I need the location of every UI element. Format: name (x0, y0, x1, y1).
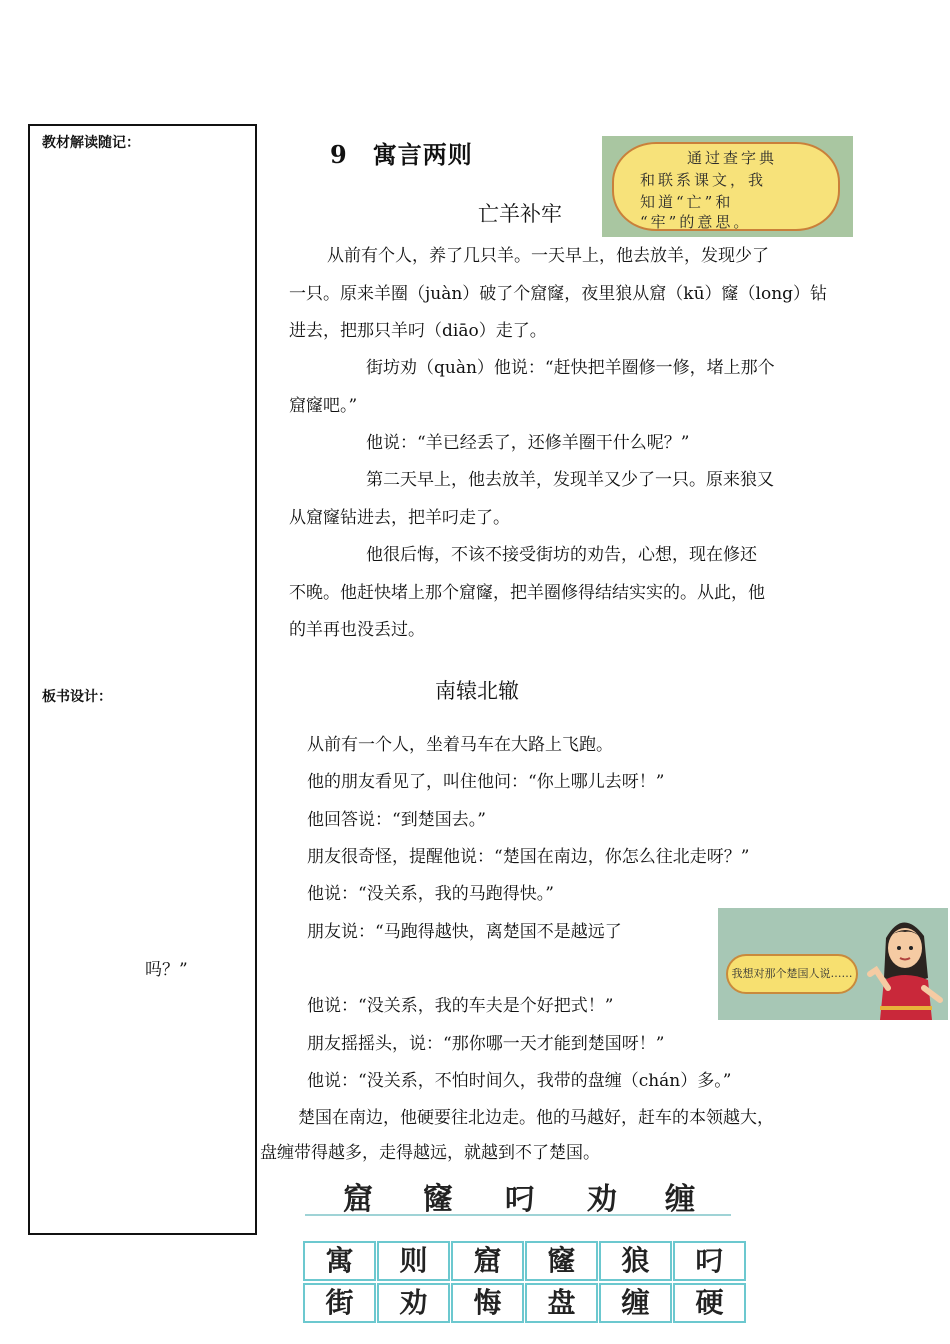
speech-bubble: 我想对那个楚国人说…… (726, 954, 858, 994)
story1-line: 他很后悔，不该不接受街坊的劝告，心想，现在修还 (366, 545, 757, 565)
story1-line: 第二天早上，他去放羊，发现羊又少了一只。原来狼又 (366, 470, 774, 490)
story2-line: 他说：“没关系，我的马跑得快。” (307, 884, 554, 904)
story2-line: 他回答说：“到楚国去。” (307, 810, 486, 830)
story1-line: 一只。原来羊圈（juàn）破了个窟窿，夜里狼从窟（kū）窿（long）钻 (289, 284, 828, 304)
notes-label: 教材解读随记： (42, 135, 140, 151)
story2-line: 朋友摇摇头，说：“那你哪一天才能到楚国呀！” (307, 1034, 665, 1054)
bubble-line: 通过查字典 (687, 149, 778, 167)
grid-character: 硬 (673, 1283, 746, 1323)
story1-title: 亡羊补牢 (478, 202, 562, 226)
bubble-line: 和联系课文，我 (640, 171, 767, 189)
character: 窿 (423, 1182, 453, 1217)
story2-line: 吗？” (145, 960, 188, 980)
story1-line: 不晚。他赶快堵上那个窟窿，把羊圈修得结结实实的。从此，他 (289, 583, 765, 603)
character-grid (303, 1241, 746, 1325)
story2-title: 南辕北辙 (435, 679, 519, 703)
story1-line: 从窟窿钻进去，把羊叼走了。 (289, 508, 510, 528)
story1-line: 街坊劝（quàn）他说：“赶快把羊圈修一修，堵上那个 (366, 358, 775, 378)
story2-line: 朋友说：“马跑得越快，离楚国不是越远了 (307, 922, 622, 942)
grid-character: 则 (377, 1241, 450, 1281)
story2-line: 他的朋友看见了，叫住他问：“你上哪儿去呀！” (307, 772, 665, 792)
girl-illustration (718, 908, 948, 1020)
new-characters-strip (305, 1172, 731, 1216)
story1-line: 进去，把那只羊叼（diāo）走了。 (289, 321, 547, 341)
speech-bubble-illustration (602, 136, 853, 237)
notes-sidebar (28, 124, 257, 1235)
girl-figure-icon (858, 908, 948, 1020)
grid-character: 狼 (599, 1241, 672, 1281)
story1-line: 的羊再也没丢过。 (289, 620, 425, 640)
story1-line: 他说：“羊已经丢了，还修羊圈干什么呢？” (366, 433, 690, 453)
story2-line: 他说：“没关系，我的车夫是个好把式！” (307, 996, 614, 1016)
grid-character: 窿 (525, 1241, 598, 1281)
bubble-line: “牢”的意思。 (640, 213, 752, 231)
story2-line: 从前有一个人，坐着马车在大路上飞跑。 (307, 735, 613, 755)
story2-line: 他说：“没关系，不怕时间久，我带的盘缠（chán）多。” (307, 1071, 732, 1091)
grid-character: 缠 (599, 1283, 672, 1323)
character: 劝 (587, 1182, 617, 1217)
story2-line: 朋友很奇怪，提醒他说：“楚国在南边，你怎么往北走呀？” (307, 847, 750, 867)
story2-line: 盘缠带得越多，走得越远，就越到不了楚国。 (260, 1143, 600, 1163)
story1-line: 窟窿吧。” (289, 396, 358, 416)
grid-character: 劝 (377, 1283, 450, 1323)
grid-character: 盘 (525, 1283, 598, 1323)
character: 叼 (505, 1182, 535, 1217)
board-design-label: 板书设计： (42, 689, 112, 705)
grid-character: 叼 (673, 1241, 746, 1281)
lesson-title: 9 寓言两则 (330, 140, 473, 169)
grid-character: 寓 (303, 1241, 376, 1281)
grid-character: 街 (303, 1283, 376, 1323)
story1-line: 从前有个人，养了几只羊。一天早上，他去放羊，发现少了 (327, 246, 769, 266)
grid-character: 悔 (451, 1283, 524, 1323)
character: 窟 (343, 1182, 373, 1217)
bubble-line: 知道“亡”和 (640, 193, 734, 211)
story2-line: 楚国在南边，他硬要往北边走。他的马越好，赶车的本领越大， (298, 1108, 774, 1128)
grid-character: 窟 (451, 1241, 524, 1281)
character: 缠 (665, 1182, 695, 1217)
